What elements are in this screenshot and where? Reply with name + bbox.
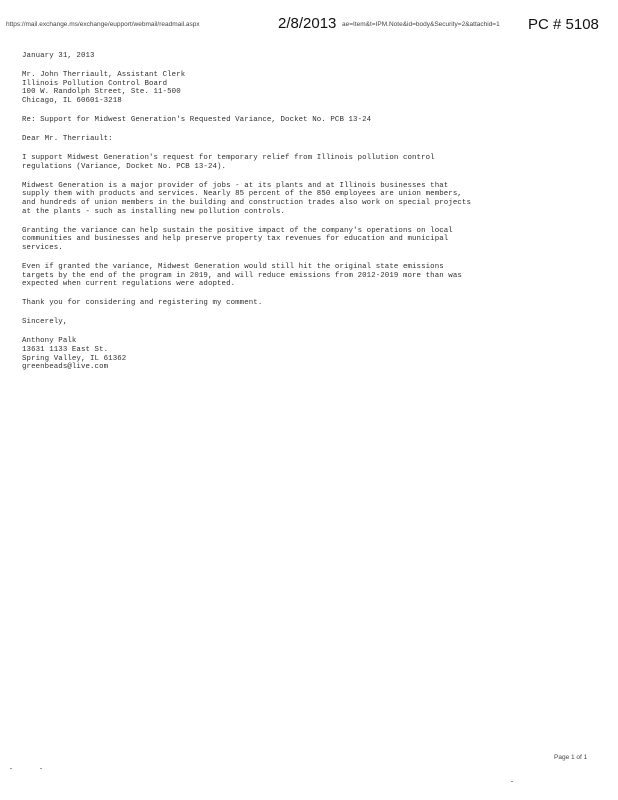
public-comment-number: PC # 5108 xyxy=(528,16,599,33)
letter-paragraph xyxy=(22,227,588,253)
paragraph-line: targets by the end of the program in 2019, and will reduce emissions from 2012-2019 more than was xyxy=(22,271,462,280)
letter-paragraph xyxy=(22,299,588,308)
paragraph-line: regulations (Variance, Docket No. PCB 13-24). xyxy=(22,162,227,171)
signature-line: greenbeads@live.com xyxy=(22,363,109,372)
paragraph-line: services. xyxy=(22,243,63,252)
signature-line: Spring Valley, IL 61362 xyxy=(22,354,127,363)
letter-date: January 31, 2013 xyxy=(22,52,95,60)
paragraph-line: communities and businesses and help preserve property tax revenues for education and municipal xyxy=(22,235,449,244)
recipient-address xyxy=(22,71,588,105)
paragraph-line: I support Midwest Generation's request for temporary relief from Illinois pollution control xyxy=(22,154,435,163)
letter-paragraph xyxy=(22,263,588,289)
recipient-line: Chicago, IL 60601-3218 xyxy=(22,96,122,105)
letter-subject: Re: Support for Midwest Generation's Requested Variance, Docket No. PCB 13-24 xyxy=(22,115,372,124)
letter-closing: Sincerely, xyxy=(22,318,68,327)
paragraph-line: Thank you for considering and registering my comment. xyxy=(22,299,263,308)
paragraph-line: Even if granted the variance, Midwest Generation would still hit the original state emissions xyxy=(22,263,444,271)
paragraph-line: and hundreds of union members in the building and construction trades also work on special projects xyxy=(22,199,471,208)
fax-header-url: https://mail.exchange.ms/exchange/eupport/webmail/readmail.aspx xyxy=(6,21,200,28)
page-number: Page 1 of 1 xyxy=(554,754,588,761)
letter-salutation: Dear Mr. Therriault: xyxy=(22,135,113,144)
letter-paragraph xyxy=(22,182,588,216)
paragraph-line: Midwest Generation is a major provider of jobs - at its plants and at Illinois businesses that xyxy=(22,181,449,190)
paragraph-line: at the plants - such as installing new pollution controls. xyxy=(22,207,286,216)
letter-body xyxy=(22,52,588,382)
scan-speck xyxy=(40,768,42,769)
letter-paragraph xyxy=(22,154,588,171)
recipient-line: Mr. John Therriault, Assistant Clerk xyxy=(22,71,186,80)
signature-line: 13631 1133 East St. xyxy=(22,346,109,355)
received-date-stamp: 2/8/2013 xyxy=(278,15,337,32)
signature-block xyxy=(22,337,588,371)
paragraph-line: supply them with products and services. Nearly 85 percent of the 850 employees are union members, xyxy=(22,190,462,199)
recipient-line: Illinois Pollution Control Board xyxy=(22,79,168,88)
recipient-line: 100 W. Randolph Street, Ste. 11-500 xyxy=(22,88,181,97)
paragraph-line: expected when current regulations were adopted. xyxy=(22,280,236,289)
scan-speck xyxy=(511,781,513,782)
paragraph-line: Granting the variance can help sustain the positive impact of the company's operations on local xyxy=(22,226,453,235)
signature-line: Anthony Palk xyxy=(22,337,77,346)
fax-header-url-continued: ae=Item&t=IPM.Note&id=body&Security=2&attachid=1 xyxy=(342,21,500,28)
scan-speck xyxy=(10,768,12,769)
